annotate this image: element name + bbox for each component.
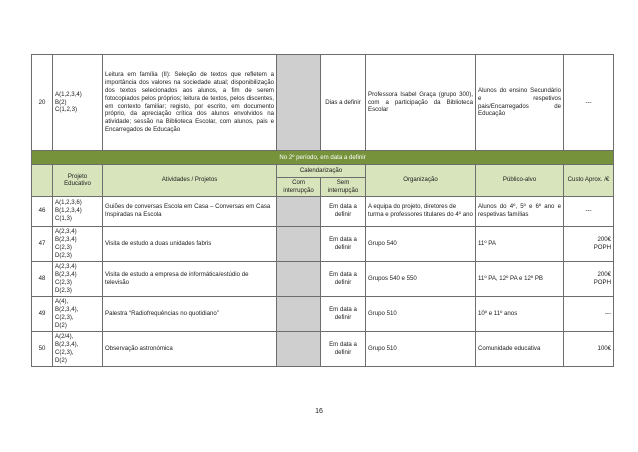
header-calendar: Calendarização [277, 165, 366, 178]
activity-cell: Leitura em família (II): Seleção de textos que refletem a importância dos valores na sociedade atual; disponibilização dos textos selecionados aos alunos, a fim de serem fotocopiados pelos próprios; leitura de textos, pelos discentes, em contexto familiar; registo, por escrito, em documento próprio, da apreciação crítica dos alunos envolvidos na atividade; sessão na Biblioteca Escolar, com alunos, pais e Encarregados de Educação [103, 55, 277, 151]
with-interruption-cell [277, 55, 321, 151]
table-row [32, 261, 614, 296]
header-project: Projeto Educativo [53, 165, 103, 197]
row-number: 20 [32, 55, 53, 151]
audience-cell: 11º PA, 12º PA e 12º PB [476, 261, 564, 296]
audience-cell: 10º e 11º anos [476, 296, 564, 331]
objectives-cell: A(4), B(2,3,4), C(2,3), D(2) [53, 296, 103, 331]
objectives-cell: A(2,3,4) B(2,3,4) C(2,3) D(2,3) [53, 226, 103, 261]
organization-cell: Grupo 510 [366, 331, 476, 366]
objectives-cell: A(2,3,4) B(2,3,4) C(2,3) D(2,3) [53, 261, 103, 296]
header-blank [32, 165, 53, 197]
audience-cell: Alunos do ensino Secundário e respetivos pais/Encarregados de Educação [476, 55, 564, 151]
without-interruption-cell: Dias a definir [321, 55, 366, 151]
row-number: 50 [32, 331, 53, 366]
cost-cell: 100€ [564, 331, 614, 366]
activity-cell: Observação astronómica [103, 331, 277, 366]
activity-cell: Visita de estudo a empresa de informática/estúdio de televisão [103, 261, 277, 296]
date-cell: Em data a definir [321, 196, 366, 226]
cost-cell: --- [564, 55, 614, 151]
objectives-cell: A(1,2,3,6) B(1,2,3,4) C(1,3) [53, 196, 103, 226]
row-number: 49 [32, 296, 53, 331]
header-cost: Custo Aprox. /€ [564, 165, 614, 197]
header-with-interruption: Com interrupção [277, 178, 321, 197]
organization-cell: Grupo 510 [366, 296, 476, 331]
activity-cell: Visita de estudo a duas unidades fabris [103, 226, 277, 261]
header-row [32, 165, 614, 178]
page-number: 16 [315, 408, 323, 415]
row-number: 47 [32, 226, 53, 261]
date-cell: Em data a definir [321, 331, 366, 366]
organization-cell: Grupos 540 e 550 [366, 261, 476, 296]
activity-cell: Palestra “Radiofrequências no quotidiano” [103, 296, 277, 331]
with-interruption-cell [277, 296, 321, 331]
row-number: 48 [32, 261, 53, 296]
cost-cell: 200€ POPH [564, 261, 614, 296]
with-interruption-cell [277, 196, 321, 226]
table-row [32, 331, 614, 366]
audience-cell: 11º PA [476, 226, 564, 261]
table-row [32, 296, 614, 331]
organization-cell: Grupo 540 [366, 226, 476, 261]
date-cell: Em data a definir [321, 261, 366, 296]
organization-cell: Professora Isabel Graça (grupo 300), com a participação da Biblioteca Escolar [366, 55, 476, 151]
table-row-20 [32, 55, 614, 151]
cost-cell: 200€ POPH [564, 226, 614, 261]
header-audience: Público-alvo [476, 165, 564, 197]
table-row [32, 226, 614, 261]
section-band [32, 151, 614, 165]
activities-table [31, 54, 614, 367]
cost-cell: --- [564, 296, 614, 331]
objectives-cell: A(1,2,3,4) B(2) C(1,2,3) [53, 55, 103, 151]
header-without-interruption: Sem interrupção [321, 178, 366, 197]
cost-cell: --- [564, 196, 614, 226]
objectives-cell: A(2/4), B(2,3,4), C(2,3), D(2) [53, 331, 103, 366]
organization-cell: A equipa do projeto, diretores de turma e professores titulares do 4º ano [366, 196, 476, 226]
date-cell: Em data a definir [321, 226, 366, 261]
with-interruption-cell [277, 331, 321, 366]
with-interruption-cell [277, 261, 321, 296]
activity-cell: Guiões de conversas Escola em Casa – Conversas em Casa Inspiradas na Escola [103, 196, 277, 226]
audience-cell: Alunos do 4º, 5º e 6º ano e respetivas famílias [476, 196, 564, 226]
section-title: No 2º período, em data a definir [32, 151, 614, 165]
header-activities: Atividades / Projetos [103, 165, 277, 197]
with-interruption-cell [277, 226, 321, 261]
date-cell: Em data a definir [321, 296, 366, 331]
table-row [32, 196, 614, 226]
audience-cell: Comunidade educativa [476, 331, 564, 366]
row-number: 46 [32, 196, 53, 226]
header-organization: Organização [366, 165, 476, 197]
